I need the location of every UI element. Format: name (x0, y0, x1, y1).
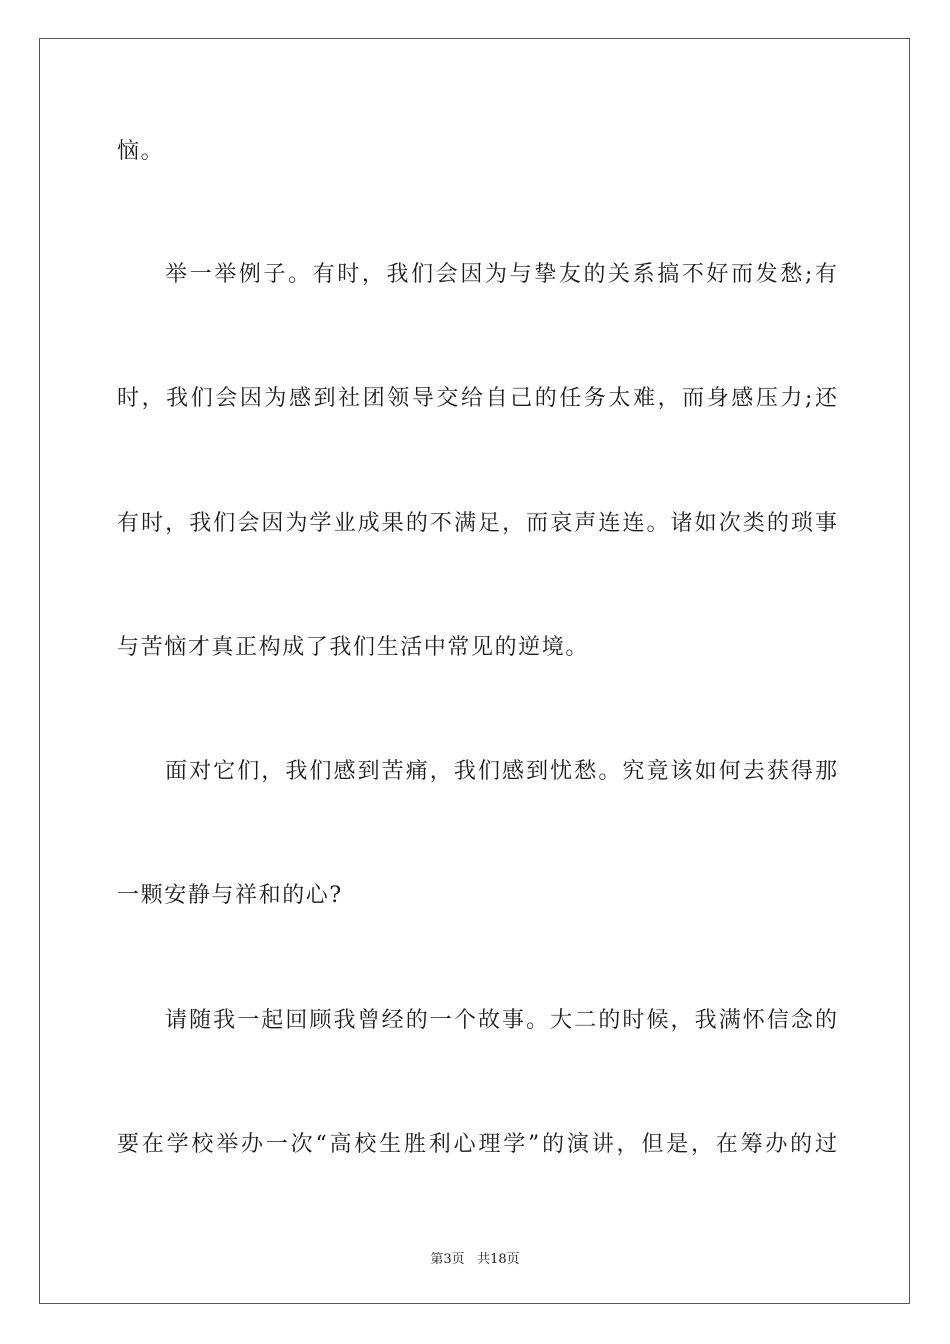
text-line-1: 恼。 (117, 139, 165, 164)
text-line-7: 一颗安静与祥和的心? (117, 883, 343, 908)
text-line-4: 有时，我们会因为学业成果的不满足，而哀声连连。诸如次类的琐事 (117, 511, 837, 536)
page-border (39, 38, 910, 1304)
text-line-6: 面对它们，我们感到苦痛，我们感到忧愁。究竟该如何去获得那 (165, 759, 837, 784)
text-line-3: 时，我们会因为感到社团领导交给自己的任务太难，而身感压力;还 (117, 386, 837, 411)
total-pages: 共18页 (477, 1252, 520, 1267)
text-line-5: 与苦恼才真正构成了我们生活中常见的逆境。 (117, 635, 590, 660)
page-footer (0, 1248, 950, 1267)
text-line-2: 举一举例子。有时，我们会因为与挚友的关系搞不好而发愁;有 (165, 262, 837, 287)
text-line-8: 请随我一起回顾我曾经的一个故事。大二的时候，我满怀信念的 (165, 1008, 837, 1033)
page-number: 第3页 (430, 1252, 465, 1267)
text-line-9: 要在学校举办一次“高校生胜利心理学”的演讲，但是，在筹办的过 (117, 1132, 837, 1157)
